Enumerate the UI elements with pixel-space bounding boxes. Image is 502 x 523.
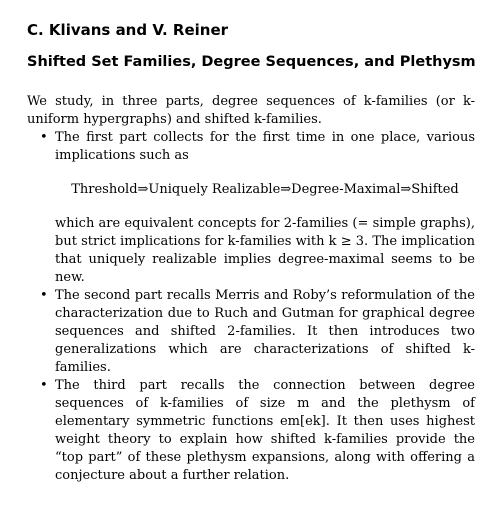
list-item [27,129,475,287]
part-one-lead: The first part collects for the first time in one place, various implications such as [55,130,475,163]
part-two-text: The second part recalls Merris and Roby’s reformulation of the characterization due to Ruch and Gutman for graphical degree sequences and shifted 2-families. It then introduces two generalizations which are characterizations of shifted k-families. [55,288,475,375]
bullet-dot-icon: • [40,130,48,145]
bullet-dot-icon: • [40,288,48,303]
paper-title: Shifted Set Families, Degree Sequences, and Plethysm [27,54,476,70]
list-item [27,377,475,485]
part-one-rest: which are equivalent concepts for 2-families (= simple graphs), but strict implications for k-families with k ≥ 3. The implication that uniquely realizable implies degree-maximal seems to be new. [55,216,475,285]
abstract-intro: We study, in three parts, degree sequences of k-families (or k-uniform hypergraphs) and shifted k-families. [27,94,475,127]
implication-chain: Threshold⇒Uniquely Realizable⇒Degree-Maximal⇒Shifted [71,182,459,197]
list-item [27,287,475,377]
part-three-text: The third part recalls the connection between degree sequences of k-families of size m and the plethysm of elementary symmetric functions em[ek]. It then uses highest weight theory to explain how shifted k-families provide the “top part” of these plethysm expansions, along with offering a conjecture about a further relation. [55,378,475,483]
parts-list [27,129,475,485]
abstract-page [27,20,475,485]
abstract-body [27,93,475,485]
authors: C. Klivans and V. Reiner [27,21,229,39]
bullet-dot-icon: • [40,378,48,393]
